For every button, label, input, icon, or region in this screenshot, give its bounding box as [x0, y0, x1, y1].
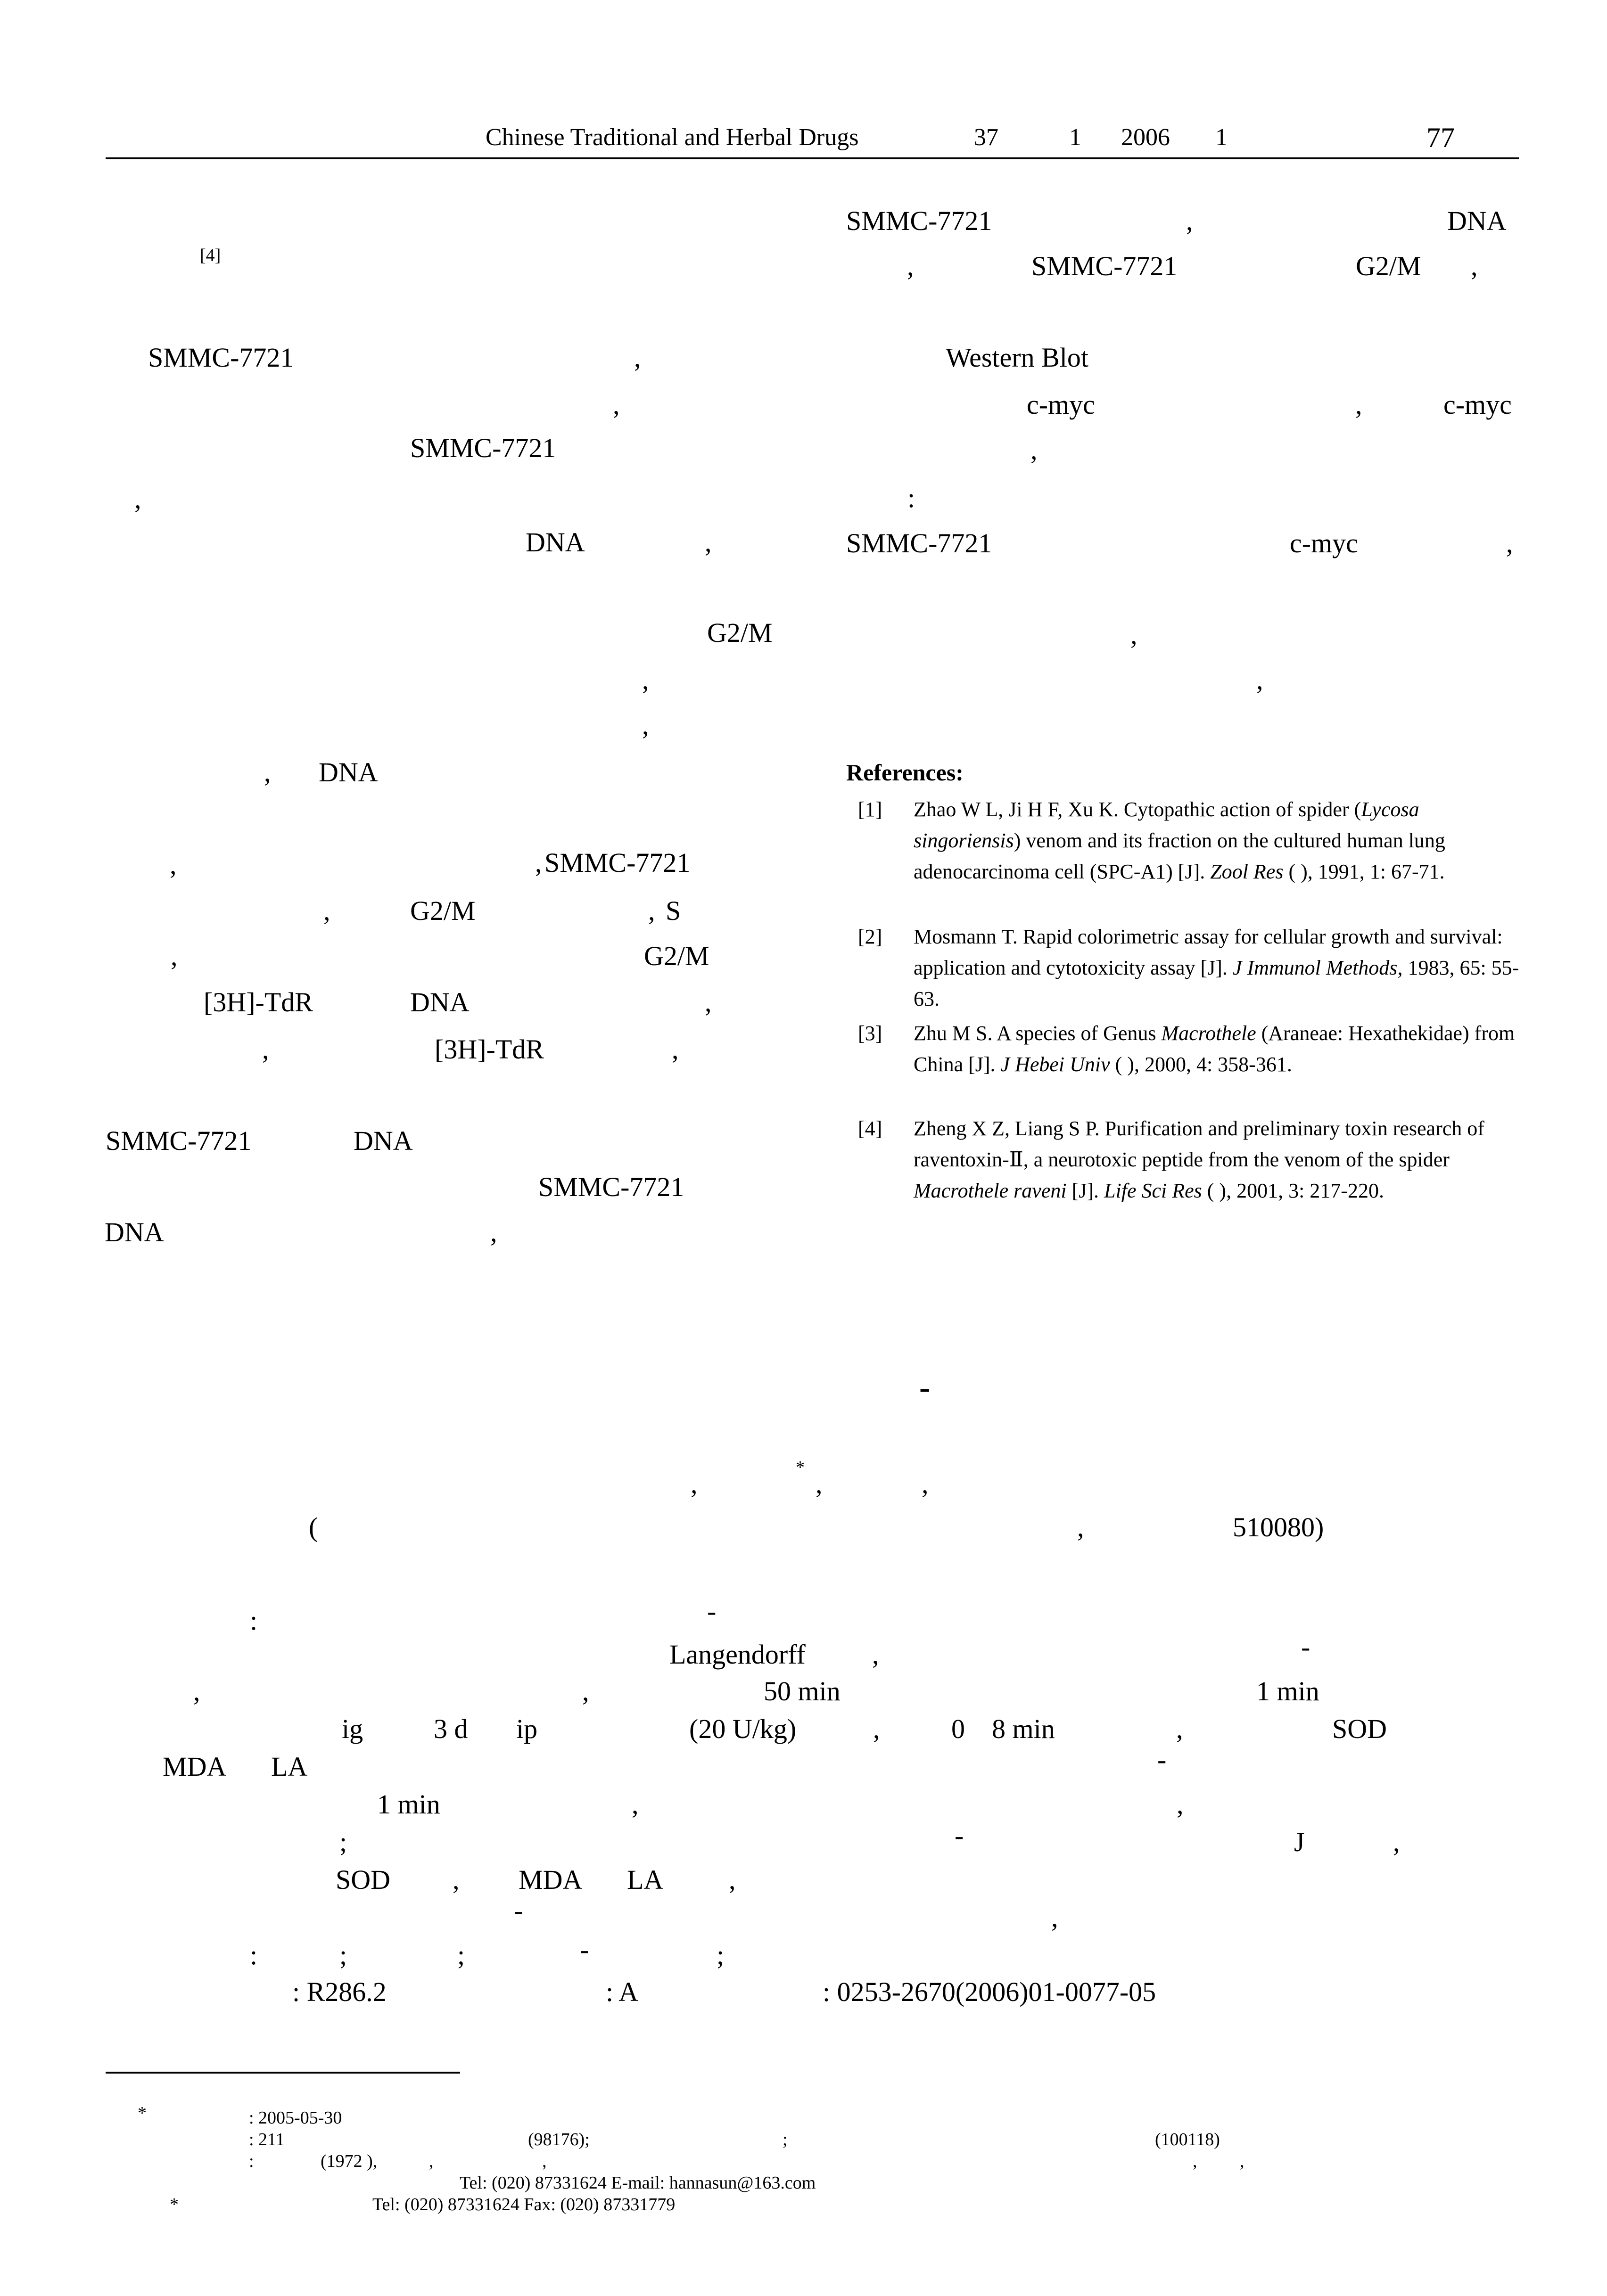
cell-line-label: SMMC-7721	[846, 528, 992, 558]
cell-phase-label: G2/M	[410, 895, 476, 926]
clc-number: : R286.2	[292, 1976, 387, 2007]
western-blot-label: Western Blot	[946, 342, 1088, 373]
footnote-star: *	[138, 2103, 147, 2123]
dna-label: DNA	[319, 757, 378, 787]
references-heading: References:	[846, 759, 964, 786]
running-header-journal: Chinese Traditional and Herbal Drugs	[486, 124, 859, 151]
dna-label: DNA	[354, 1125, 413, 1156]
dose-value: (20 U/kg)	[689, 1714, 797, 1744]
abstract-dash: -	[707, 1596, 717, 1626]
contact-tel-fax: Tel: (020) 87331624 Fax: (020) 87331779	[372, 2195, 676, 2214]
footnote-rule	[106, 2072, 460, 2074]
cell-phase-label: G2/M	[644, 941, 709, 971]
page-number: 77	[1426, 122, 1455, 153]
dna-label: DNA	[1447, 205, 1507, 236]
fund-code: (100118)	[1155, 2130, 1220, 2149]
thymidine-label: [3H]-TdR	[435, 1034, 544, 1065]
duration-value: 50 min	[764, 1676, 841, 1706]
cell-line-label: SMMC-7721	[846, 205, 992, 236]
dna-label: DNA	[526, 527, 585, 558]
unit-label: J	[1294, 1827, 1305, 1857]
abstract-dash: -	[514, 1895, 523, 1926]
duration-value: 3 d	[434, 1714, 468, 1744]
title-dash: -	[919, 1369, 931, 1406]
cell-phase-label: S	[666, 895, 681, 926]
author-birth-year: (1972 ),	[321, 2151, 378, 2171]
header-rule	[106, 157, 1519, 159]
cell-line-label: SMMC-7721	[410, 433, 556, 463]
gene-label: c-myc	[1443, 389, 1512, 420]
reference-item: [4] Zheng X Z, Liang S P. Purification and preliminary toxin research of raventoxin-Ⅱ, a neurotoxic peptide from the venom of the spider Macrothele raveni [J]. Life Sci Res ( ), 2001, 3: 217-220.	[858, 1117, 1484, 1202]
postcode: 510080)	[1233, 1512, 1324, 1542]
fund-code: (98176);	[528, 2130, 590, 2149]
duration-value: 8 min	[992, 1714, 1055, 1744]
running-header-year: 2006	[1121, 124, 1170, 151]
marker-label: MDA	[519, 1864, 583, 1895]
article-id: : 0253-2670(2006)01-0077-05	[823, 1976, 1156, 2007]
method-label: Langendorff	[669, 1639, 806, 1670]
marker-label: LA	[271, 1751, 308, 1782]
cell-line-label: SMMC-7721	[544, 847, 691, 878]
abstract-dash: -	[1157, 1744, 1167, 1775]
marker-label: SOD	[336, 1864, 391, 1895]
route-label: ig	[342, 1714, 363, 1744]
running-header-issue: 1	[1069, 124, 1081, 151]
thymidine-label: [3H]-TdR	[204, 987, 313, 1017]
gene-label: c-myc	[1027, 389, 1095, 420]
cell-line-label: SMMC-7721	[538, 1172, 684, 1202]
running-header-month: 1	[1215, 124, 1228, 151]
cell-phase-label: G2/M	[707, 617, 773, 648]
dna-label: DNA	[410, 987, 470, 1017]
document-code: : A	[606, 1976, 639, 2007]
contact-tel-email: Tel: (020) 87331624 E-mail: hannasun@163.com	[460, 2173, 816, 2193]
citation-marker: [4]	[200, 246, 221, 265]
cell-phase-label: G2/M	[1356, 251, 1421, 281]
cell-line-label: SMMC-7721	[1031, 251, 1178, 281]
running-header-volume: 37	[974, 124, 998, 151]
marker-label: MDA	[163, 1751, 227, 1782]
reference-item: [3] Zhu M S. A species of Genus Macrothele (Araneae: Hexathekidae) from China [J]. J Hebei Univ ( ), 2000, 4: 358-361.	[858, 1022, 1515, 1076]
dna-label: DNA	[105, 1217, 164, 1247]
footnote-star: *	[170, 2195, 179, 2214]
author-mark: *	[796, 1458, 805, 1477]
abstract-dash: -	[955, 1820, 964, 1851]
reference-item: [2] Mosmann T. Rapid colorimetric assay for cellular growth and survival: application and cytotoxicity assay [J]. J Immunol Methods, 1983, 65: 55-63.	[858, 925, 1519, 1010]
marker-label: SOD	[1332, 1714, 1387, 1744]
keyword-dash: -	[580, 1934, 589, 1965]
received-date: : 2005-05-30	[249, 2108, 342, 2128]
time-value: 0	[951, 1714, 965, 1744]
fund-project: : 211	[249, 2130, 285, 2149]
duration-value: 1 min	[377, 1789, 440, 1820]
reference-item: [1] Zhao W L, Ji H F, Xu K. Cytopathic action of spider (Lycosa singoriensis) venom and its fraction on the cultured human lung adenocarcinoma cell (SPC-A1) [J]. Zool Res ( ), 1991, 1: 67-71.	[858, 798, 1445, 883]
gene-label: c-myc	[1290, 528, 1358, 558]
cell-line-label: SMMC-7721	[106, 1125, 252, 1156]
duration-value: 1 min	[1256, 1676, 1319, 1706]
route-label: ip	[516, 1714, 538, 1744]
cell-line-label: SMMC-7721	[148, 342, 294, 373]
marker-label: LA	[627, 1864, 664, 1895]
